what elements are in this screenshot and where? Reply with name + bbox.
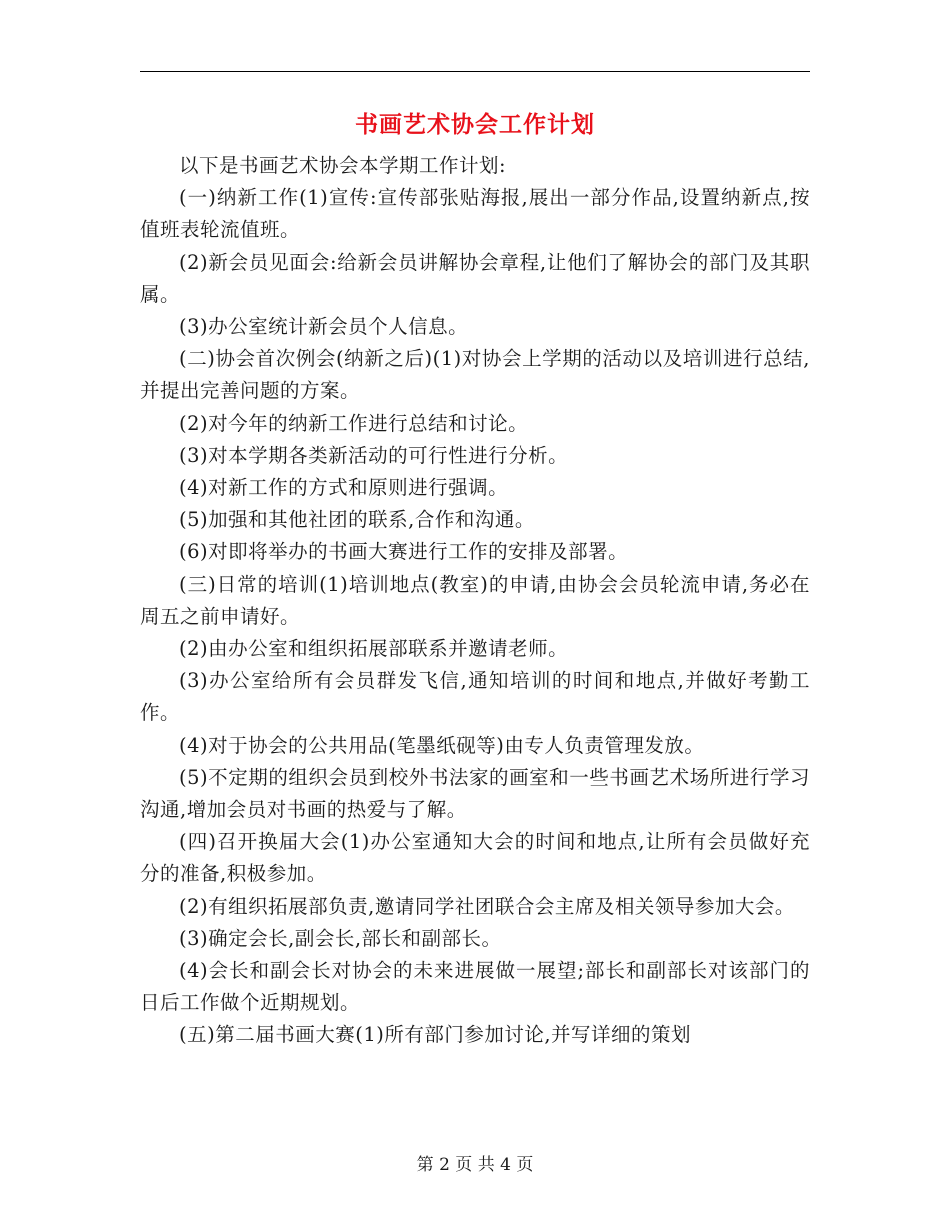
paragraph: (2)有组织拓展部负责,邀请同学社团联合会主席及相关领导参加大会。: [179, 894, 795, 918]
paragraph: (3)办公室给所有会员群发飞信,通知培训的时间和地点,并做好考勤工作。: [140, 669, 810, 725]
paragraph: (5)加强和其他社团的联系,合作和沟通。: [179, 508, 535, 532]
paragraph: (3)对本学期各类新活动的可行性进行分析。: [179, 443, 569, 467]
header-rule: [140, 71, 810, 72]
paragraph-section-4: (四)召开换届大会(1)办公室通知大会的时间和地点,让所有会员做好充分的准备,积极参加。: [140, 830, 810, 886]
paragraph: (6)对即将举办的书画大赛进行工作的安排及部署。: [179, 540, 629, 564]
paragraph: (2)新会员见面会:给新会员讲解协会章程,让他们了解协会的部门及其职属。: [140, 250, 810, 306]
paragraph-section-2: (二)协会首次例会(纳新之后)(1)对协会上学期的活动以及培训进行总结,并提出完善问题的方案。: [140, 347, 810, 403]
paragraph: (4)会长和副会长对协会的未来进展做一展望;部长和副部长对该部门的日后工作做个近期规划。: [140, 959, 810, 1015]
document-title: 书画艺术协会工作计划: [355, 111, 595, 138]
paragraph-intro: 以下是书画艺术协会本学期工作计划:: [179, 154, 507, 177]
document-body: [140, 150, 810, 1052]
paragraph: (3)确定会长,副会长,部长和副部长。: [179, 926, 502, 950]
page-footer: [0, 1152, 950, 1178]
paragraph: (4)对于协会的公共用品(笔墨纸砚等)由专人负责管理发放。: [179, 733, 705, 757]
paragraph-section-1: (一)纳新工作(1)宣传:宣传部张贴海报,展出一部分作品,设置纳新点,按值班表轮流值班。: [140, 186, 810, 242]
page-number-label: 第 2 页 共 4 页: [416, 1155, 534, 1175]
paragraph: (3)办公室统计新会员个人信息。: [179, 315, 469, 339]
paragraph-section-5: (五)第二届书画大赛(1)所有部门参加讨论,并写详细的策划: [179, 1023, 692, 1047]
paragraph: (5)不定期的组织会员到校外书法家的画室和一些书画艺术场所进行学习沟通,增加会员对书画的热爱与了解。: [140, 765, 810, 822]
paragraph: (2)由办公室和组织拓展部联系并邀请老师。: [179, 637, 569, 661]
paragraph: (2)对今年的纳新工作进行总结和讨论。: [179, 411, 529, 435]
paragraph-section-3: (三)日常的培训(1)培训地点(教室)的申请,由协会会员轮流申请,务必在周五之前申请好。: [140, 572, 810, 628]
paragraph: (4)对新工作的方式和原则进行强调。: [179, 476, 509, 500]
